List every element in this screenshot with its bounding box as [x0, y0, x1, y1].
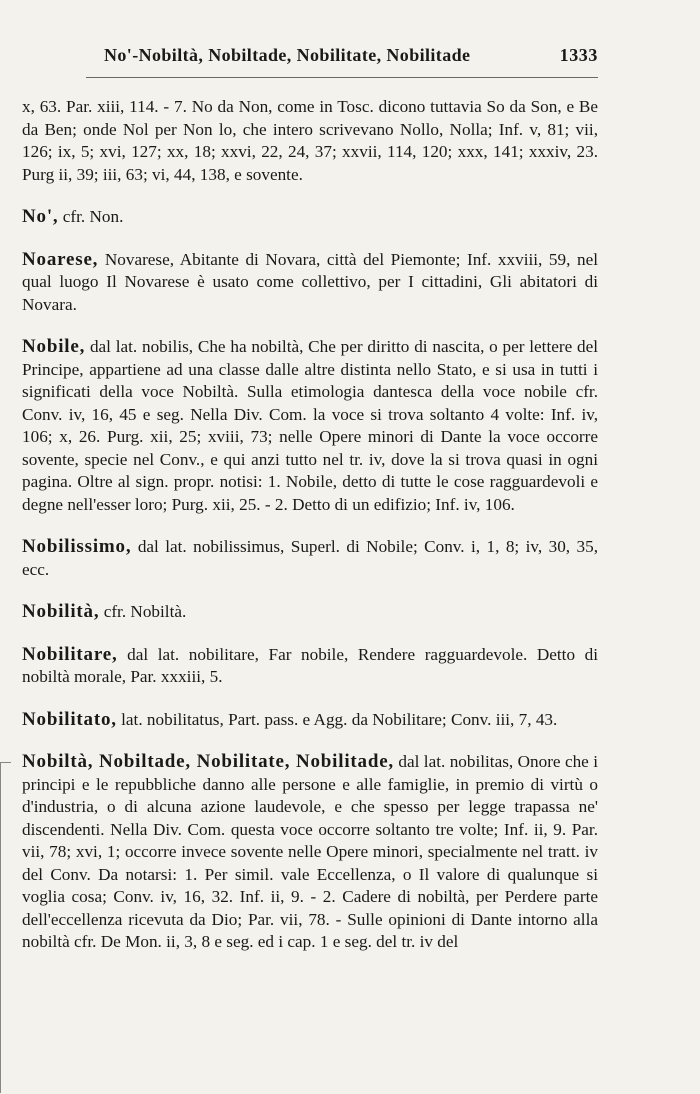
entry-body: x, 63. Par. xiii, 114. - 7. No da Non, come in Tosc. dicono tuttavia So da Son, e Be da Ben; onde Nol per Non lo, che intero scrivevano Nollo, Nolla; Inf. v, 81; vii, 126; ix, 5; xvi, 127; xx, 18; xxvi, 22, 24, 37; xxvii, 114, 120; xxx, 141; xxxiv, 23. Purg ii, 39; iii, 63; vi, 44, 138, e sovente.: [22, 97, 598, 184]
entry-nobilitare: [22, 644, 598, 689]
headword: Nobiltà, Nobiltade, Nobilitate, Nobilitade,: [22, 751, 394, 772]
headword: No',: [22, 206, 59, 227]
headword: Nobilità,: [22, 601, 100, 622]
entry-body: dal lat. nobilitas, Onore che i principi e le repubbliche danno alle persone e alle famiglie, in premio di virtù o d'industria, o di alcuna azione laudevole, e che spesso per legge trapassa ne' discendenti. Nella Div. Com. questa voce occorre soltanto tre volte; Inf. ii, 9. Par. vii, 78; xvi, 1; occorre invece sovente nelle Opere minori, specialmente nel tratt. iv del Conv. Da notarsi: 1. Per simil. vale Eccellenza, o Il valore di qualunque si voglia cosa; Conv. iv, 16, 32. Inf. ii, 9. - 2. Cadere di nobiltà, per Perdere parte dell'eccellenza ricevuta da Dio; Par. vii, 78. - Sulle opinioni di Dante intorno alla nobiltà cfr. De Mon. ii, 3, 8 e seg. ed i cap. 1 e seg. del tr. iv del: [22, 752, 598, 951]
headword: Nobilitato,: [22, 708, 117, 730]
entry-nobilita: [22, 601, 598, 624]
entry-body: cfr. Nobiltà.: [103, 602, 187, 621]
entry-body: dal lat. nobilis, Che ha nobiltà, Che per diritto di nascita, o per lettere del Principe, appartiene ad una classe dalle altre distinta nello Stato, e si usa in tutti i significati della voce Nobiltà. Sulla etimologia dantesca della voce nobile cfr. Conv. iv, 16, 45 e seg. Nella Div. Com. la voce si trova soltanto 4 volte: Inf. iv, 106; x, 26. Purg. xii, 25; xviii, 73; nelle Opere minori di Dante la voce occorre sovente, specie nel Conv., e qui anzi tutto nel tr. iv, dove la si trova quasi in ogni pagina. Oltre al sign. propr. notisi: 1. Nobile, detto di tutte le cose ragguardevoli e degne nell'esser loro; Purg. xii, 25. - 2. Detto di un edifizio; Inf. iv, 106.: [22, 337, 599, 514]
page-header: [22, 45, 598, 73]
entry-no: [22, 206, 598, 229]
headword: Noarese,: [22, 248, 99, 270]
entry-body: dal lat. nobilitare, Far nobile, Rendere ragguardevole. Detto di nobiltà morale, Par. xxxiii, 5.: [22, 644, 599, 686]
entry-nobilissimo: [22, 536, 598, 581]
entry-body: cfr. Non.: [62, 207, 124, 226]
headword: Nobilitare,: [22, 643, 118, 665]
running-head: No'-Nobiltà, Nobiltade, Nobilitate, Nobilitade: [104, 45, 471, 65]
entry-body: dal lat. nobilissimus, Superl. di Nobile; Conv. i, 1, 8; iv, 30, 35, ecc.: [22, 537, 598, 579]
header-rule: [86, 77, 598, 78]
entry-continuation: [22, 96, 598, 186]
entry-nobilitato: [22, 709, 598, 732]
entry-body: lat. nobilitatus, Part. pass. e Agg. da Nobilitare; Conv. iii, 7, 43.: [121, 709, 558, 729]
entry-nobilta: [22, 751, 598, 954]
page-number: 1333: [559, 45, 598, 65]
margin-mark: [0, 762, 11, 1093]
entry-nobile: [22, 336, 598, 516]
headword: Nobilissimo,: [22, 536, 132, 557]
entry-noarese: [22, 249, 598, 317]
entry-body: Novarese, Abitante di Novara, città del Piemonte; Inf. xxviii, 59, nel qual luogo Il Novarese è usato come collettivo, per I cittadini, Gli abitatori di Novara.: [22, 249, 599, 314]
headword: Nobile,: [22, 336, 86, 357]
entries: [22, 96, 598, 974]
